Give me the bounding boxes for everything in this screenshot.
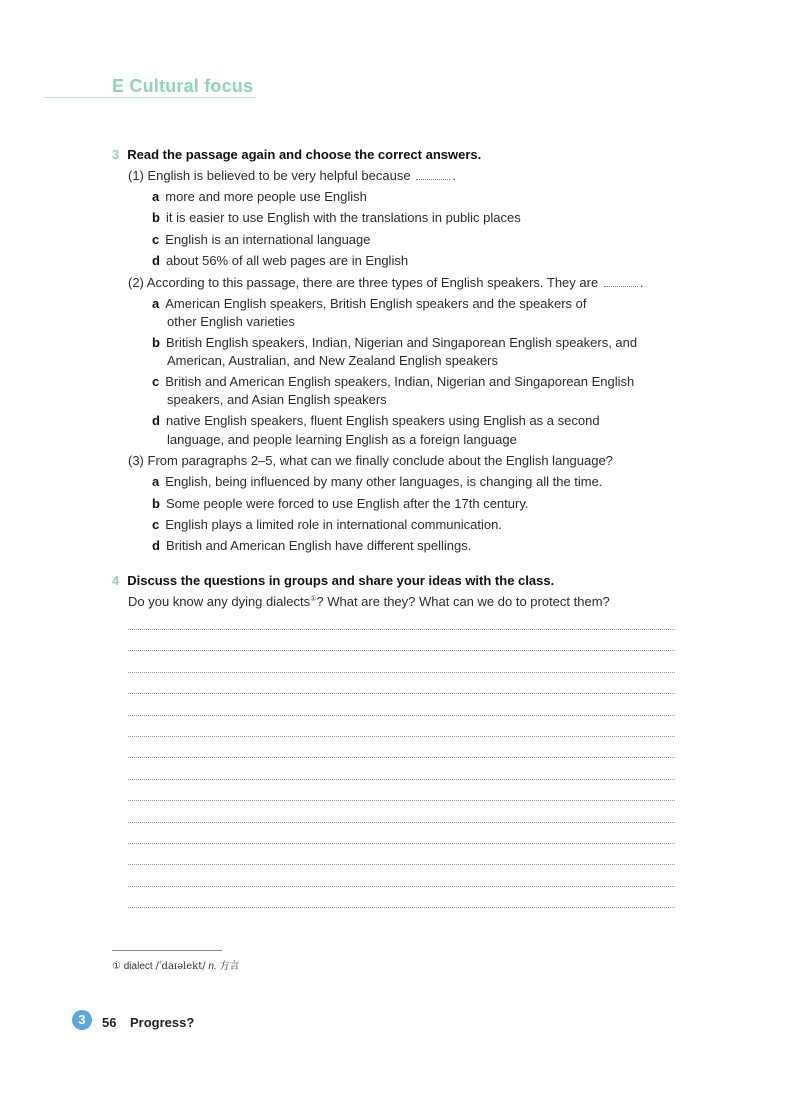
question-stem: (3) From paragraphs 2–5, what can we finally conclude about the English language?: [128, 453, 613, 468]
footnote-marker: ①: [310, 595, 317, 603]
footnote-ipa: /ˈdaɪəlekt/: [155, 961, 206, 972]
question-instruction: Discuss the questions in groups and share your ideas with the class.: [127, 573, 555, 588]
option-letter: b: [152, 496, 160, 511]
option-item: [152, 474, 602, 489]
option-item: [152, 413, 600, 428]
writing-line[interactable]: [128, 800, 675, 801]
option-text: British and American English speakers, Indian, Nigerian and Singaporean English: [165, 374, 635, 389]
option-item: [152, 517, 502, 532]
writing-line[interactable]: [128, 907, 675, 908]
writing-line[interactable]: [128, 864, 675, 865]
stem-text: (1) English is believed to be very helpful because: [128, 168, 411, 183]
option-item: [152, 253, 408, 268]
question-4-heading: [112, 573, 554, 588]
option-item: [152, 232, 371, 247]
question-instruction: Read the passage again and choose the correct answers.: [127, 147, 482, 162]
option-letter: d: [152, 413, 160, 428]
option-item: [152, 210, 521, 225]
option-letter: c: [152, 232, 160, 247]
option-text: American English speakers, British English speakers and the speakers of: [165, 296, 587, 311]
option-text: English is an international language: [165, 232, 371, 247]
question-number: 4: [112, 573, 120, 588]
option-item: [152, 296, 587, 311]
answer-blank: [416, 169, 450, 180]
option-text: British and American English have different spellings.: [165, 538, 472, 553]
option-item: [152, 374, 634, 389]
footnote-meaning: 方言: [219, 961, 240, 972]
option-letter: d: [152, 538, 160, 553]
option-text-continued: American, Australian, and New Zealand English speakers: [167, 353, 498, 368]
option-text-continued: language, and people learning English as a foreign language: [167, 432, 517, 447]
section-title: E Cultural focus: [112, 76, 254, 96]
option-letter: a: [152, 296, 160, 311]
footnote-divider: [112, 950, 222, 951]
question-stem: [128, 168, 456, 183]
option-item: [152, 189, 367, 204]
writing-line[interactable]: [128, 672, 675, 673]
option-letter: a: [152, 474, 160, 489]
footnote-pos: n.: [208, 961, 217, 972]
option-item: [152, 496, 528, 511]
footnote: [112, 957, 240, 972]
footnote-mark: ①: [112, 961, 121, 972]
unit-title: Progress?: [130, 1015, 195, 1030]
writing-line[interactable]: [128, 629, 675, 630]
section-title-underline: [44, 97, 256, 98]
writing-line[interactable]: [128, 757, 675, 758]
option-text: more and more people use English: [165, 189, 367, 204]
stem-end: .: [639, 275, 644, 290]
option-text: English, being influenced by many other languages, is changing all the time.: [165, 474, 603, 489]
writing-line[interactable]: [128, 822, 675, 823]
option-letter: c: [152, 517, 160, 532]
option-letter: d: [152, 253, 160, 268]
writing-line[interactable]: [128, 843, 675, 844]
option-text-continued: other English varieties: [167, 314, 295, 329]
writing-line[interactable]: [128, 715, 675, 716]
footnote-word: dialect: [123, 961, 153, 972]
writing-line[interactable]: [128, 886, 675, 887]
option-letter: a: [152, 189, 160, 204]
question-3-heading: [112, 147, 481, 162]
option-text: British English speakers, Indian, Nigerian and Singaporean English speakers, and: [165, 335, 638, 350]
option-text: Some people were forced to use English after the 17th century.: [165, 496, 529, 511]
prompt-text: Do you know any dying dialects: [128, 594, 311, 609]
prompt-text: ? What are they? What can we do to protect them?: [316, 594, 610, 609]
option-letter: b: [152, 210, 160, 225]
option-letter: c: [152, 374, 160, 389]
option-text: about 56% of all web pages are in English: [165, 253, 409, 268]
discussion-prompt: [128, 594, 610, 609]
option-item: [152, 538, 471, 553]
writing-line[interactable]: [128, 650, 675, 651]
option-text: native English speakers, fluent English speakers using English as a second: [165, 413, 600, 428]
stem-text: (2) According to this passage, there are three types of English speakers. They are: [128, 275, 599, 290]
answer-blank: [604, 276, 638, 287]
option-letter: b: [152, 335, 160, 350]
unit-badge: 3: [72, 1010, 92, 1030]
option-item: [152, 335, 637, 350]
stem-end: .: [452, 168, 456, 183]
question-stem: [128, 275, 643, 290]
option-text-continued: speakers, and Asian English speakers: [167, 392, 387, 407]
question-number: 3: [112, 147, 120, 162]
option-text: it is easier to use English with the translations in public places: [165, 210, 521, 225]
page-number: 56: [102, 1015, 117, 1030]
writing-line[interactable]: [128, 779, 675, 780]
writing-line[interactable]: [128, 693, 675, 694]
option-text: English plays a limited role in international communication.: [165, 517, 502, 532]
writing-line[interactable]: [128, 736, 675, 737]
